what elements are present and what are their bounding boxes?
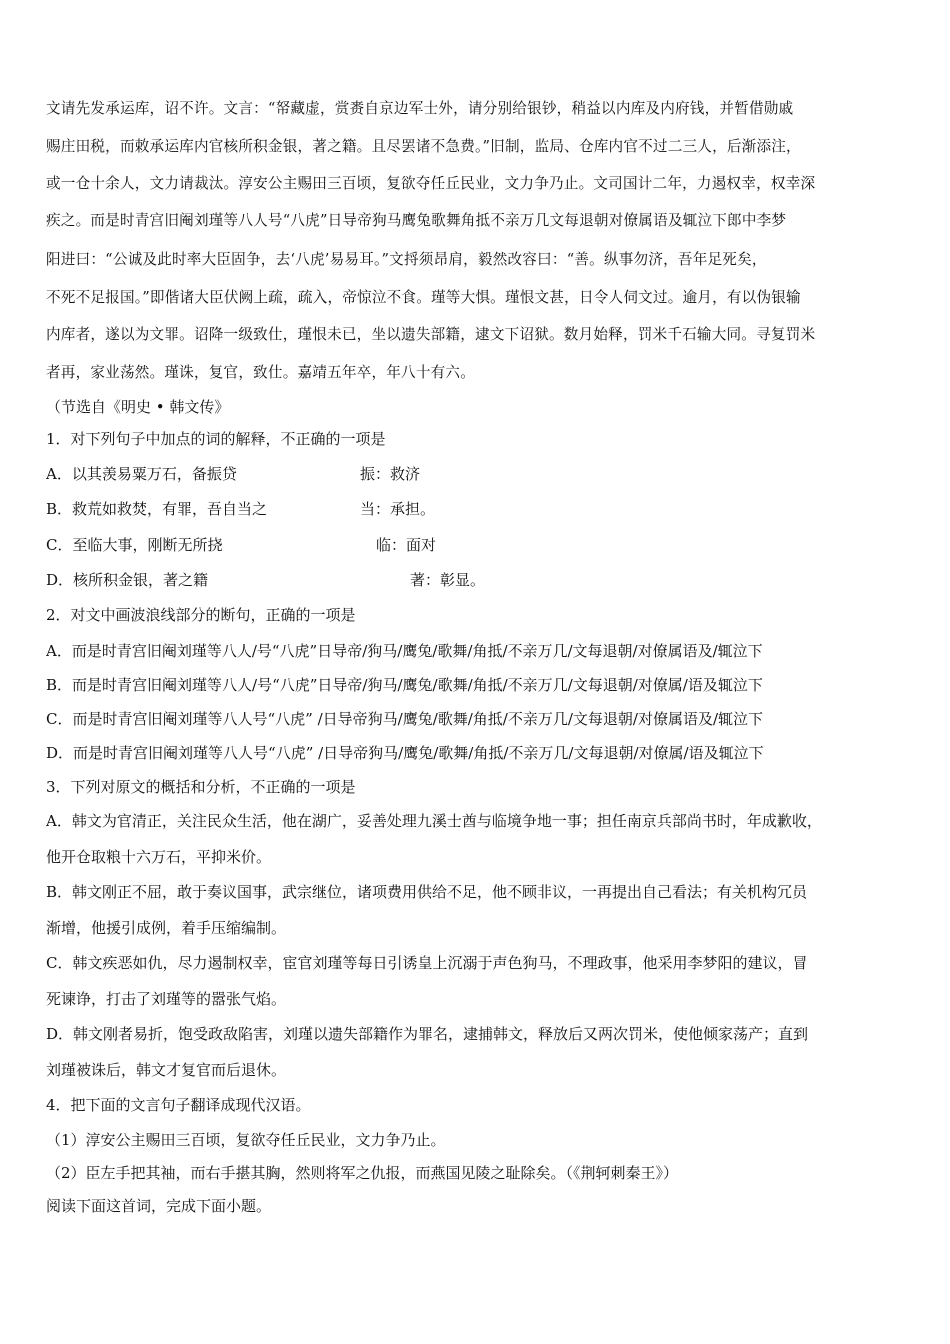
q1-option-a	[46, 463, 908, 485]
passage-line: 或一仓十余人，文力请裁汰。淳安公主赐田三百顷，复欲夺任丘民业，文力争乃止。文司国计二年，力遏权幸，权幸深	[46, 175, 816, 192]
q1-option-b-sentence: B．救荒如救焚，有罪，吾自当之	[46, 500, 268, 518]
q4-item-2: （2）臣左手把其袖，而右手揕其胸，然则将军之仇报，而燕国见陵之耻除矣。（《荆轲刺秦王》）	[46, 1164, 679, 1182]
question-2-stem: 2．对文中画波浪线部分的断句，正确的一项是	[46, 606, 356, 624]
q2-option-b: B．而是时青宫旧阉刘瑾等八人/号“八虎”日导帝/狗马/鹰兔/歌舞/角抵/不亲万几/文每退朝/对僚属/语及辄泣下	[46, 676, 763, 694]
q1-option-b-gloss: 当：承担。	[360, 500, 436, 518]
passage-line: 不死不足报国。”即偕诸大臣伏阙上疏，疏入，帝惊泣不食。瑾等大惧。瑾恨文甚，日令人伺文过。逾月，有以伪银输	[46, 289, 801, 306]
q1-option-c	[46, 534, 908, 556]
q1-option-c-gloss: 临：面对	[376, 536, 437, 554]
q1-option-d-gloss: 著：彰显。	[410, 571, 486, 589]
q2-option-a: A．而是时青宫旧阉刘瑾等八人/号“八虎”日导帝/狗马/鹰兔/歌舞/角抵/不亲万几/文每退朝/对僚属语及/辄泣下	[46, 642, 763, 660]
q3-option-c-line-2: 死谏诤，打击了刘瑾等的嚣张气焰。	[46, 990, 287, 1008]
q1-option-b	[46, 498, 908, 520]
passage-line: 阳进曰：“公诚及此时率大臣固争，去‘八虎’易易耳。”文捋须昂肩，毅然改容曰：“善。纵事勿济，吾年足死矣，	[46, 251, 767, 268]
passage-line: 内库者，遂以为文罪。诏降一级致仕，瑾恨未已，坐以遗失部籍，逮文下诏狱。数月始释，罚米千石输大同。寻复罚米	[46, 326, 816, 343]
q4-item-1: （1）淳安公主赐田三百顷，复欲夺任丘民业，文力争乃止。	[46, 1131, 446, 1149]
passage-line: 者再，家业荡然。瑾诛，复官，致仕。嘉靖五年卒，年八十有六。	[46, 364, 476, 381]
q3-option-c-line-1: C．韩文疾恶如仇，尽力遏制权幸，宦官刘瑾等每日引诱皇上沉溺于声色狗马，不理政事，他采用李梦阳的建议，冒	[46, 954, 808, 972]
passage-line-wavy: 疾之。而是时青宫旧阉刘瑾等八人号“八虎”日导帝狗马鹰兔歌舞角抵不亲万几文每退朝对僚属语及辄泣下郎中李梦	[46, 212, 787, 229]
q1-option-a-sentence: A．以其羡易粟万石，备振贷	[46, 465, 237, 483]
next-section-instruction: 阅读下面这首词，完成下面小题。	[46, 1197, 272, 1215]
question-4-stem: 4．把下面的文言句子翻译成现代汉语。	[46, 1096, 311, 1114]
q3-option-a-line-1: A．韩文为官清正，关注民众生活，他在湖广，妥善处理九溪士酋与临境争地一事；担任南京兵部尚书时，年成歉收，	[46, 812, 822, 830]
q1-option-c-sentence: C．至临大事，刚断无所挠	[46, 536, 223, 554]
passage-line: 文请先发承运库，诏不许。文言：“帑藏虚，赏赉自京边军士外，请分别给银钞，稍益以内库及内府钱，并暂借勋戚	[46, 100, 794, 117]
q1-option-a-gloss: 振：救济	[360, 465, 421, 483]
q3-option-b-line-2: 渐增，他援引成例，着手压缩编制。	[46, 919, 287, 937]
question-1-stem: 1．对下列句子中加点的词的解释，不正确的一项是	[46, 430, 386, 448]
q3-option-d-line-1: D．韩文刚者易折，饱受政敌陷害，刘瑾以遗失部籍作为罪名，逮捕韩文，释放后又两次罚米，使他倾家荡产；直到	[46, 1025, 809, 1043]
q2-option-c: C．而是时青宫旧阉刘瑾等八人号“八虎” /日导帝狗马/鹰兔/歌舞/角抵/不亲万几/文每退朝/对僚属语及/辄泣下	[46, 710, 764, 728]
question-3-stem: 3．下列对原文的概括和分析，不正确的一项是	[46, 778, 356, 796]
q1-option-d-sentence: D．核所积金银，著之籍	[46, 571, 209, 589]
q2-option-d: D．而是时青宫旧阉刘瑾等八人号“八虎” /日导帝狗马/鹰兔/歌舞/角抵/不亲万几/文每退朝/对僚属/语及辄泣下	[46, 744, 764, 762]
q3-option-b-line-1: B．韩文刚正不屈，敢于奏议国事，武宗继位，诸项费用供给不足，他不顾非议，一再提出自己看法；有关机构冗员	[46, 883, 808, 901]
passage-line: 赐庄田税，而敕承运库内官核所积金银，著之籍。且尽罢诸不急费。”旧制，监局、仓库内官不过二三人，后渐添注，	[46, 138, 801, 155]
passage-source: （节选自《明史 • 韩文传》	[46, 398, 230, 416]
q3-option-d-line-2: 刘瑾被诛后，韩文才复官而后退休。	[46, 1061, 287, 1079]
q1-option-d	[46, 569, 908, 591]
q3-option-a-line-2: 他开仓取粮十六万石，平抑米价。	[46, 848, 272, 866]
